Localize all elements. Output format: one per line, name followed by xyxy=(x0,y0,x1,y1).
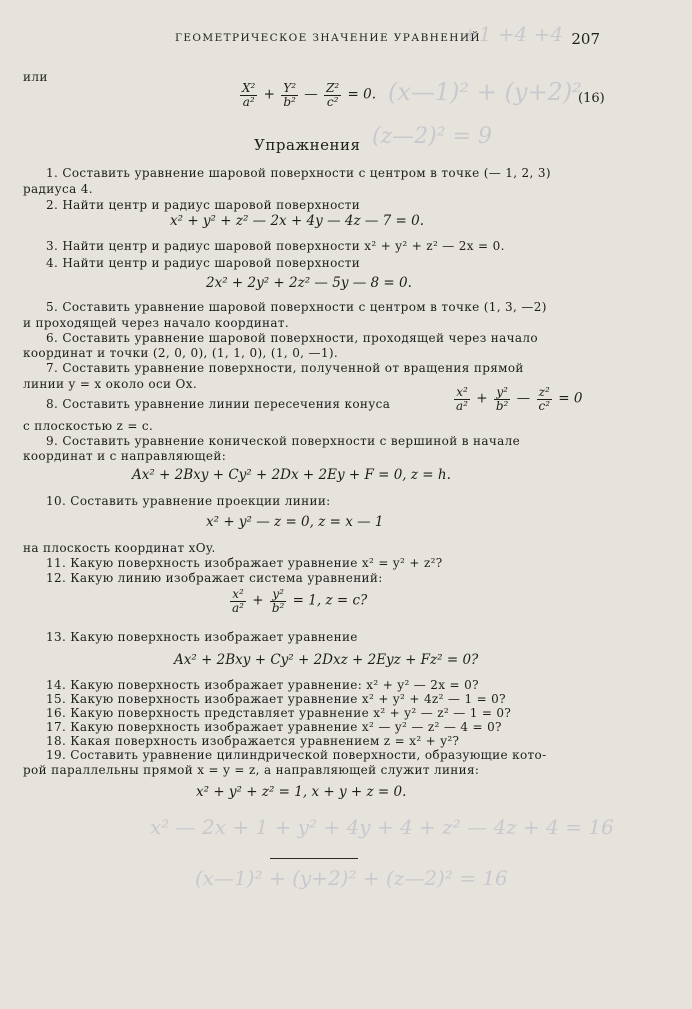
exercise-12-equation: $\frac{\text{x²}}{\text{a²}}$ + $\frac{\text{y²}}{\text{b²}}$ = 1, z = c? xyxy=(232,587,368,615)
end-divider xyxy=(270,858,358,859)
equation-rhs: = 0 xyxy=(558,390,583,407)
fraction-numerator: Y² xyxy=(283,81,296,95)
fraction xyxy=(281,82,298,108)
exercise-2-line: 2. Найти центр и радиус шаровой поверхности xyxy=(46,198,361,212)
handwritten-note: (z—2)² = 9 xyxy=(372,124,492,149)
handwritten-note: (x—1)² + (y+2)² xyxy=(388,78,582,106)
fraction-denominator: a² xyxy=(232,600,244,615)
fraction xyxy=(240,82,257,108)
fraction-numerator: Z² xyxy=(326,81,340,95)
exercise-9-equation: Ax² + 2Bxy + Cy² + 2Dx + 2Ey + F = 0, z = h. xyxy=(132,467,451,483)
fraction xyxy=(494,386,511,412)
exercise-4-equation: 2x² + 2y² + 2z² — 5y — 8 = 0. xyxy=(206,275,412,291)
exercise-4-line: 4. Найти центр и радиус шаровой поверхности xyxy=(46,256,361,270)
handwritten-note: +1 +4 +4 xyxy=(462,22,564,46)
fraction-numerator: y² xyxy=(496,385,508,399)
fraction-denominator: a² xyxy=(456,398,468,413)
fraction-denominator: b² xyxy=(271,600,285,615)
page-number: 207 xyxy=(571,30,600,48)
fraction xyxy=(324,82,341,108)
fraction-denominator: c² xyxy=(538,398,550,413)
section-title: Упражнения xyxy=(254,136,361,154)
exercise-8-equation: $\frac{\text{x²}}{\text{a²}}$ + $\frac{\text{y²}}{\text{b²}}$ — $\frac{\text{z²}}{\text{c²}}$ = 0 xyxy=(456,385,583,413)
exercise-10-equation: x² + y² — z = 0, z = x — 1 xyxy=(206,514,384,530)
fraction-numerator: X² xyxy=(242,81,256,95)
equation-rhs: = 1, z = c? xyxy=(292,592,368,609)
exercise-7-line: линии y = x около оси Ox. xyxy=(23,377,198,391)
fraction-denominator: a² xyxy=(242,94,255,109)
exercise-3-line: 3. Найти центр и радиус шаровой поверхности x² + y² + z² — 2x = 0. xyxy=(46,239,505,253)
exercise-19-equation: x² + y² + z² = 1, x + y + z = 0. xyxy=(196,784,407,800)
equation-tag: (16) xyxy=(578,91,605,106)
exercise-5-line: и проходящей через начало координат. xyxy=(23,316,290,330)
exercise-9-line: 9. Составить уравнение конической поверхности с вершиной в начале xyxy=(46,434,521,448)
exercise-6-line: координат и точки (2, 0, 0), (1, 1, 0), (1, 0, —1). xyxy=(23,346,339,360)
equation-16: $\frac{\text{X²}}{\text{a²}}$ + $\frac{\text{Y²}}{\text{b²}}$ — $\frac{\text{Z²}}{\text{c²}}$ = 0. xyxy=(242,81,377,109)
exercise-8-line: с плоскостью z = c. xyxy=(23,419,154,433)
exercise-18-line: 18. Какая поверхность изображается уравнением z = x² + y²? xyxy=(46,734,460,748)
exercise-16-line: 16. Какую поверхность представляет уравнение x² + y² — z² — 1 = 0? xyxy=(46,706,512,720)
fraction xyxy=(270,588,287,614)
fraction-denominator: b² xyxy=(283,94,296,109)
exercise-13-line: 13. Какую поверхность изображает уравнение xyxy=(46,630,358,644)
fraction xyxy=(454,386,470,412)
exercise-19-line: рой параллельны прямой x = y = z, а направляющей служит линия: xyxy=(23,763,480,777)
fraction xyxy=(536,386,552,412)
exercise-1-line: радиуса 4. xyxy=(23,182,93,196)
intro-word: или xyxy=(23,70,48,84)
exercise-5-line: 5. Составить уравнение шаровой поверхности с центром в точке (1, 3, —2) xyxy=(46,300,547,314)
exercise-7-line: 7. Составить уравнение поверхности, полученной от вращения прямой xyxy=(46,361,524,375)
exercise-10-line: 10. Составить уравнение проекции линии: xyxy=(46,494,331,508)
exercise-14-line: 14. Какую поверхность изображает уравнение: x² + y² — 2x = 0? xyxy=(46,678,479,692)
fraction-denominator: b² xyxy=(495,398,509,413)
equation-rhs: = 0. xyxy=(347,86,377,103)
handwritten-note: (x—1)² + (y+2)² + (z—2)² = 16 xyxy=(195,866,508,890)
fraction-denominator: c² xyxy=(326,94,339,109)
fraction-numerator: z² xyxy=(538,385,550,399)
exercise-6-line: 6. Составить уравнение шаровой поверхности, проходящей через начало xyxy=(46,331,538,345)
exercise-13-equation: Ax² + 2Bxy + Cy² + 2Dxz + 2Eyz + Fz² = 0? xyxy=(174,652,479,668)
running-head-title: ГЕОМЕТРИЧЕСКОЕ ЗНАЧЕНИЕ УРАВНЕНИЙ xyxy=(175,32,481,44)
exercise-17-line: 17. Какую поверхность изображает уравнение x² — y² — z² — 4 = 0? xyxy=(46,720,502,734)
exercise-9-line: координат и с направляющей: xyxy=(23,449,227,463)
exercise-2-equation: x² + y² + z² — 2x + 4y — 4z — 7 = 0. xyxy=(170,213,425,229)
fraction-numerator: x² xyxy=(456,385,468,399)
exercise-15-line: 15. Какую поверхность изображает уравнение x² + y² + 4z² — 1 = 0? xyxy=(46,692,506,706)
exercise-1-line: 1. Составить уравнение шаровой поверхности с центром в точке (— 1, 2, 3) xyxy=(46,166,551,180)
exercise-11-line: 11. Какую поверхность изображает уравнение x² = y² + z²? xyxy=(46,556,443,570)
exercise-8-line: 8. Составить уравнение линии пересечения конуса xyxy=(46,397,391,411)
exercise-10-line: на плоскость координат xOy. xyxy=(23,541,216,555)
exercise-12-line: 12. Какую линию изображает система уравнений: xyxy=(46,571,383,585)
fraction xyxy=(230,588,246,614)
handwritten-note: x² — 2x + 1 + y² + 4y + 4 + z² — 4z + 4 = 16 xyxy=(150,815,614,839)
fraction-numerator: x² xyxy=(232,587,244,601)
exercise-19-line: 19. Составить уравнение цилиндрической поверхности, образующие кото- xyxy=(46,748,547,762)
fraction-numerator: y² xyxy=(272,587,284,601)
running-head xyxy=(0,30,692,50)
